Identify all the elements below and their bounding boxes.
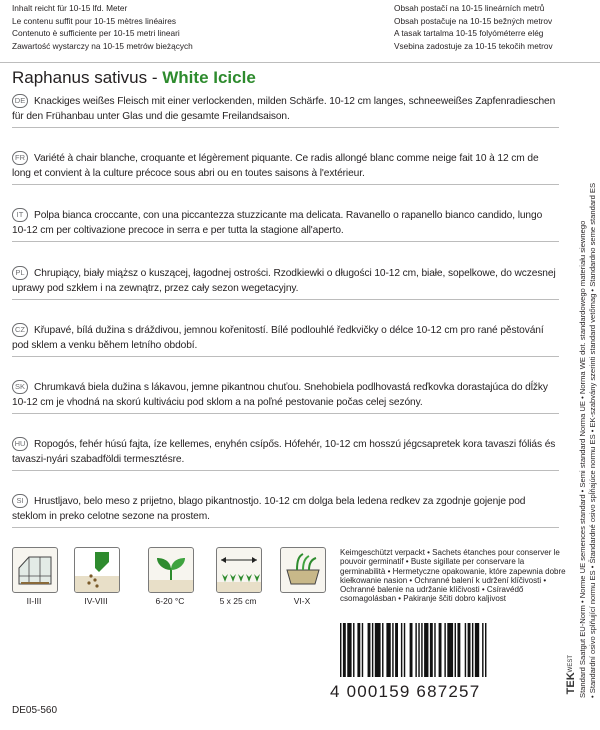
brand-name: TEK	[565, 672, 577, 695]
barcode-bar	[353, 623, 354, 677]
language-badge: FR	[12, 151, 28, 165]
barcode	[336, 623, 556, 679]
barcode-bar	[434, 623, 435, 677]
header-right-lines	[394, 2, 594, 52]
language-badge: HU	[12, 437, 28, 451]
description-section-hu	[12, 437, 559, 471]
description-text: Polpa bianca croccante, con una piccantezza stuzzicante ma delicata. Ravanello o rapanello bianco candido, lungo 10-12 cm per coltivazione precoce in serra e per tutta la stagione all'aperto.	[12, 210, 543, 237]
vertical-standard-text-2: • Standardní osivo splňující normu ES • Štandardné osivo spĺňajúce normu ES • EK-szabvány szerinti standard vetőmag • Standardno seme standard ES	[588, 182, 597, 698]
header-line: Inhalt reicht für 10-15 lfd. Meter	[12, 3, 128, 13]
description-text: Hrustljavo, belo meso z prijetno, blago pikantnostjo. 10-12 cm dolga bela ledena redkev za zgodnje gojenje pod steklom in preko celotne sezone na prostem.	[12, 496, 526, 523]
header-divider	[0, 62, 600, 63]
description-text: Variété à chair blanche, croquante et légèrement piquante. Ce radis allongé blanc comme neige fait 10 à 12 cm de long et convient à la culture précoce sous abri ou en toutes saisons à l'extérieur.	[12, 153, 539, 180]
header-line: Vsebina zadostuje za 10-15 tekočih metrov	[394, 40, 553, 51]
sowing-icon	[75, 548, 119, 592]
language-badge: PL	[12, 266, 28, 280]
icon-caption: 6-20 °C	[155, 596, 185, 606]
barcode-bar	[415, 623, 416, 677]
description-section-it	[12, 208, 559, 242]
language-badge: SI	[12, 494, 28, 508]
barcode-bar	[347, 623, 351, 677]
barcode-bar	[424, 623, 428, 677]
barcode-bar	[392, 623, 393, 677]
description-section-pl	[12, 266, 559, 300]
barcode-bar	[357, 623, 360, 677]
sowing-icon-tile	[74, 547, 118, 606]
product-code: DE05-560	[12, 705, 58, 716]
description-section-sk	[12, 380, 559, 414]
barcode-bar	[430, 623, 433, 677]
language-badge: CZ	[12, 323, 28, 337]
barcode-bar	[439, 623, 442, 677]
barcode-bar	[368, 623, 371, 677]
barcode-bar	[465, 623, 466, 677]
barcode-bar	[485, 623, 486, 677]
spacing-icon-tile	[216, 547, 260, 606]
language-badge: DE	[12, 94, 28, 108]
brand-logo	[565, 655, 577, 694]
barcode-bar	[410, 623, 413, 677]
harvest-icon-tile	[280, 547, 324, 606]
barcode-bar	[482, 623, 483, 677]
description-section-si	[12, 494, 559, 528]
header-line: Zawartość wystarczy na 10-15 metrów bieżących	[12, 40, 193, 51]
latin-name: Raphanus sativus -	[12, 68, 163, 87]
barcode-bar	[475, 623, 479, 677]
description-section-fr	[12, 151, 559, 185]
description-section-cz	[12, 323, 559, 357]
header-left-lines	[12, 2, 282, 52]
barcode-bar	[386, 623, 390, 677]
barcode-bar	[457, 623, 460, 677]
spacing-icon	[217, 548, 261, 592]
barcode-bar	[447, 623, 453, 677]
barcode-bar	[395, 623, 398, 677]
barcode-bar	[455, 623, 456, 677]
harvest-icon	[281, 548, 325, 592]
language-badge: IT	[12, 208, 28, 222]
brand-suffix: WEST	[568, 655, 574, 673]
language-badge: SK	[12, 380, 28, 394]
variety-name: White Icicle	[162, 68, 256, 87]
header-line: A tasak tartalma 10-15 folyóméterre elég	[394, 28, 544, 38]
header-line: Obsah postačí na 10-15 lineárních metrů	[394, 3, 545, 13]
barcode-number: 4 000159 687257	[330, 682, 481, 701]
header-line: Le contenu suffit pour 10-15 mètres linéaires	[12, 15, 177, 26]
greenhouse-icon-tile	[12, 547, 56, 606]
barcode-bar	[375, 623, 381, 677]
seedling-icon	[149, 548, 193, 592]
page-title	[12, 68, 256, 88]
packaging-note: Keimgeschützt verpackt • Sachets étanches pour conserver le pouvoir germinatif • Buste sigillate per conservare la germinabilità • Hermetyczne opakowanie, które zapewnia dobre kiełkowanie nasion • Ochranné balení k udržení klíčivosti • Ochranné balenie na udržanie klíčivosti • Csíravédő csomagolásban • Pakiranje ščiti dobro kaljivost	[340, 548, 566, 604]
barcode-bar	[372, 623, 373, 677]
barcode-bar	[401, 623, 402, 677]
description-text: Chrumkavá biela dužina s lákavou, jemne pikantnou chuťou. Snehobiela podlhovastá reďkovka dorastajúca do dĺžky 10-12 cm je vhodná na skorú kultiváciu pod sklom a na poľné pestovanie počas celej sezóny.	[12, 382, 548, 409]
icon-caption: 5 x 25 cm	[219, 596, 257, 606]
barcode-bar	[404, 623, 405, 677]
barcode-bars	[336, 623, 556, 677]
barcode-bar	[444, 623, 445, 677]
vertical-standard-text-1: Standard Saatgut EU-Norm • Norme UE semences standard • Semi standard Norma UE • Norma WE dot. standardowego materiału siewnego	[578, 220, 587, 698]
description-text: Ropogós, fehér húsú fajta, íze kellemes, enyhén csípős. Hófehér, 10-12 cm hosszú jégcsapretek kora tavaszi fóliás és tavaszi-nyári szabadföldi termesztésre.	[12, 439, 556, 466]
barcode-bar	[382, 623, 383, 677]
description-section-de	[12, 94, 559, 128]
description-text: Křupavé, bílá dužina s dráždivou, jemnou kořenitostí. Bílé podlouhlé ředkvičky o délce 10-12 cm pro rané pěstování pod sklem a venku během letního období.	[12, 325, 544, 352]
icon-caption: VI-X	[293, 596, 311, 606]
barcode-bar	[362, 623, 363, 677]
description-text: Knackiges weißes Fleisch mit einer verlockenden, milden Schärfe. 10-12 cm langes, schneeweißes Zapfenradieschen für den Frühanbau unter Glas und die gesamte Freilandsaison.	[12, 96, 556, 123]
greenhouse-icon	[13, 548, 57, 592]
header-line: Contenuto è sufficiente per 10-15 metri lineari	[12, 28, 180, 38]
header-line: Obsah postačuje na 10-15 bežných metrov	[394, 15, 553, 26]
seedling-icon-tile	[148, 547, 192, 606]
barcode-bar	[421, 623, 422, 677]
barcode-bar	[472, 623, 473, 677]
cultivation-icons	[12, 547, 332, 617]
description-text: Chrupiący, biały miąższ o kuszącej, łagodnej ostrości. Rzodkiewki o długości 10-12 cm, białe, sopelkowe, do wczesnej uprawy pod szkłem i na zewnątrz, przez cały sezon wegetacyjny.	[12, 268, 556, 295]
barcode-bar	[418, 623, 419, 677]
barcode-bar	[343, 623, 346, 677]
barcode-bar	[340, 623, 341, 677]
icon-caption: IV-VIII	[84, 596, 108, 606]
barcode-bar	[468, 623, 471, 677]
icon-caption: II-III	[26, 596, 42, 606]
